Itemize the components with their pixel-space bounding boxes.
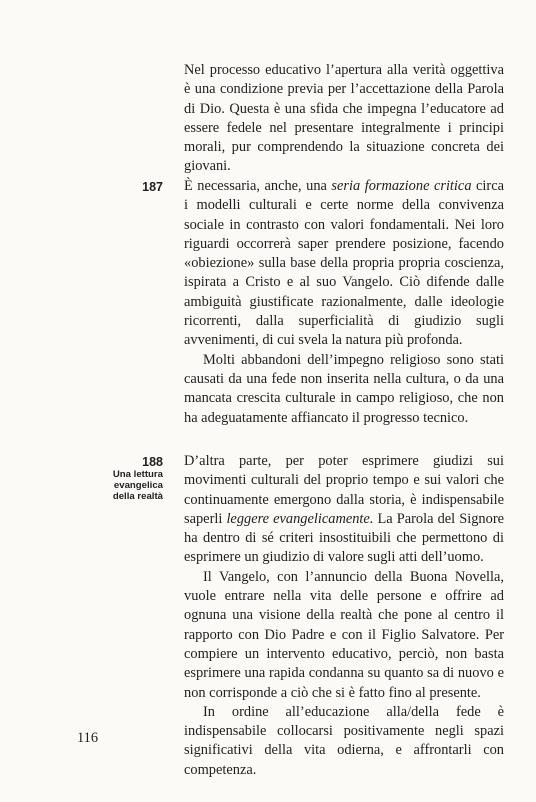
text-run: circa i modelli culturali e certe norme della convivenza sociale in contrasto con valori fondamentali. Nei loro riguardi occorrerà saper prendere posizione, facendo «obiezione» sulla base della propria propria coscienza, ispirata a Cristo e al suo Vangelo. Ciò difende dalle ambiguità giustificate razionalmente, dalle ideologie ricorrenti, dalla superficialità di giudizio sugli avvenimenti, di cui svela la natura più profonda.: [184, 178, 504, 349]
section-187: [184, 177, 504, 428]
paragraph-188-2: Il Vangelo, con l’annuncio della Buona Novella, vuole entrare nella vita delle persone e offrire ad ognuna una visione della realtà che pone al centro il rapporto con Dio Padre e con il Figlio Salvatore. Per compiere un intervento educativo, perciò, non basta esprimere una rapida condanna su quanto sa di nuovo e non corrisponde a ciò che si è fatto fino al presente.: [184, 568, 504, 701]
side-note-line: Una lettura: [112, 469, 163, 480]
emphasis-run: leggere evangelicamente.: [226, 510, 374, 527]
section-number-187: 187: [142, 180, 163, 194]
text-run: La Parola del Signore ha dentro di sé criteri insostituibili che permettono di esprimere un giudizio di valore sugli atti dell’uomo.: [184, 510, 504, 566]
text-run: D’altra parte, per poter esprimere giudizi sui movimenti culturali del proprio tempo e sui valori che continuamente emergono dalla storia, è indispensabile saperli: [184, 453, 504, 527]
paragraph-188-1: [184, 452, 504, 568]
side-note-line: della realtà: [112, 491, 163, 502]
side-note-line: evangelica: [113, 480, 163, 491]
intro-block: [184, 61, 504, 177]
emphasis-run: seria formazione critica: [331, 178, 472, 194]
paragraph-187-2: Molti abbandoni dell’impegno religioso sono stati causati da una fede non inserita nella cultura, o da una mancata crescita culturale in campo religioso, che non ha adeguatamente affiancato il progresso tecnico.: [184, 351, 504, 426]
paragraph-187-1: [184, 177, 504, 351]
page-number: 116: [77, 730, 99, 746]
side-note-188: [113, 469, 163, 502]
section-188: [184, 452, 504, 780]
section-number-188: 188: [142, 455, 163, 469]
text-run: È necessaria, anche, una: [184, 178, 332, 194]
paragraph-188-3: In ordine all’educazione alla/della fede è indispensabile collocarsi positivamente negli spazi significativi della vita odierna, e affrontarli con competenza.: [184, 703, 504, 778]
paragraph-intro: Nel processo educativo l’apertura alla verità oggettiva è una condizione previa per l’accettazione della Parola di Dio. Questa è una sfida che impegna l’educatore ad essere fedele nel presentare integralmente i principi morali, pur comprendendo la situazione concreta dei giovani.: [184, 62, 504, 175]
